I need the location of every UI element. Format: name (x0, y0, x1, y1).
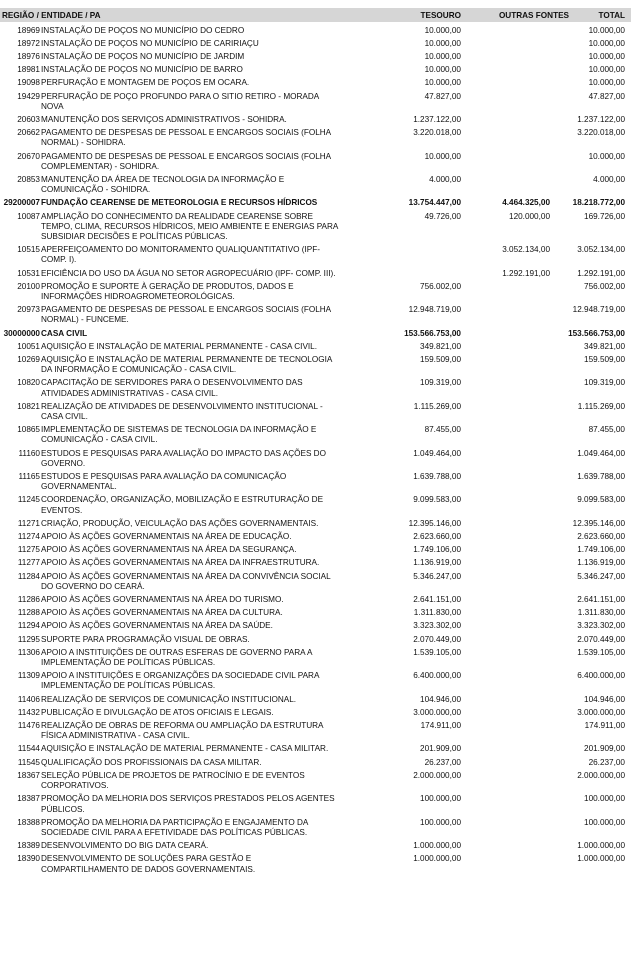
table-row (0, 517, 631, 530)
row-description: APOIO ÀS AÇÕES GOVERNAMENTAIS NA ÁREA DA SEGURANÇA. (41, 545, 297, 555)
row-total: 1.539.105,00 (577, 647, 625, 657)
budget-table-body (0, 24, 631, 876)
row-description: REALIZAÇÃO DE OBRAS DE REFORMA OU AMPLIAÇÃO DA ESTRUTURA FÍSICA ADMINISTRATIVA - CASA CIVIL. (41, 721, 324, 741)
row-code: 11295 (17, 634, 40, 644)
row-tesouro: 3.000.000,00 (413, 707, 461, 717)
table-row (0, 113, 631, 126)
row-description: INSTALAÇÃO DE POÇOS NO MUNICÍPIO DO CEDRO (41, 25, 245, 35)
row-code: 11245 (17, 495, 40, 505)
table-row (0, 607, 631, 620)
row-code: 11406 (17, 694, 40, 704)
table-row (0, 706, 631, 719)
row-code: 20853 (17, 174, 40, 184)
row-tesouro: 5.346.247,00 (413, 571, 461, 581)
row-code: 10269 (17, 354, 40, 364)
table-row (0, 267, 631, 280)
row-total: 5.346.247,00 (577, 571, 625, 581)
row-tesouro: 3.220.018,00 (413, 128, 461, 138)
table-row (0, 24, 631, 37)
header-outras-fontes: OUTRAS FONTES (498, 11, 569, 20)
row-total: 12.395.146,00 (572, 518, 625, 528)
row-total: 3.000.000,00 (577, 707, 625, 717)
row-total: 10.000,00 (588, 78, 625, 88)
row-total: 3.052.134,00 (577, 245, 625, 255)
row-tesouro: 1.749.106,00 (413, 545, 461, 555)
row-description: CAPACITAÇÃO DE SERVIDORES PARA O DESENVOLVIMENTO DAS ATIVIDADES ADMINISTRATIVAS - CASA CIVIL. (41, 378, 303, 398)
row-description: PROMOÇÃO DA MELHORIA DA PARTICIPAÇÃO E ENGAJAMENTO DA SOCIEDADE CIVIL PARA A EFETIVIDADE DAS POLÍTICAS PÚBLICAS. (41, 817, 308, 837)
row-description: FUNDAÇÃO CEARENSE DE METEOROLOGIA E RECURSOS HÍDRICOS (41, 198, 318, 208)
row-tesouro: 49.726,00 (424, 211, 461, 221)
row-code: 11271 (17, 518, 40, 528)
table-row (0, 280, 631, 303)
row-total: 3.220.018,00 (577, 128, 625, 138)
row-total: 1.136.919,00 (577, 558, 625, 568)
row-tesouro: 1.115.269,00 (413, 401, 461, 411)
row-tesouro: 104.946,00 (420, 694, 461, 704)
row-description: SUPORTE PARA PROGRAMAÇÃO VISUAL DE OBRAS. (41, 634, 250, 644)
row-total: 1.000.000,00 (577, 841, 625, 851)
row-description: AQUISIÇÃO E INSTALAÇÃO DE MATERIAL PERMANENTE - CASA CIVIL. (41, 341, 318, 351)
row-description: APERFEIÇOAMENTO DO MONITORAMENTO QUALIQUANTITATIVO (IPF-COMP. I). (41, 245, 321, 265)
row-description: PAGAMENTO DE DESPESAS DE PESSOAL E ENCARGOS SOCIAIS (FOLHA NORMAL) - FUNCEME. (41, 305, 331, 325)
row-total: 1.115.269,00 (577, 401, 625, 411)
row-code: 18972 (17, 38, 40, 48)
row-code: 10515 (17, 245, 40, 255)
row-description: APOIO ÀS AÇÕES GOVERNAMENTAIS NA ÁREA DE EDUCAÇÃO. (41, 532, 292, 542)
row-tesouro: 10.000,00 (424, 151, 461, 161)
row-code: 18388 (17, 817, 40, 827)
entity-row (0, 197, 631, 210)
row-code: 10821 (17, 401, 40, 411)
table-row (0, 693, 631, 706)
table-row (0, 77, 631, 90)
table-row (0, 424, 631, 447)
table-row (0, 670, 631, 693)
row-total: 1.292.191,00 (577, 268, 625, 278)
table-row (0, 210, 631, 244)
table-row (0, 620, 631, 633)
row-code: 11274 (17, 532, 40, 542)
row-tesouro: 1.000.000,00 (413, 841, 461, 851)
table-row (0, 400, 631, 423)
row-total: 159.509,00 (584, 354, 625, 364)
row-description: DESENVOLVIMENTO DE SOLUÇÕES PARA GESTÃO E COMPARTILHAMENTO DE DADOS GOVERNAMENTAIS. (41, 854, 256, 874)
row-tesouro: 10.000,00 (424, 65, 461, 75)
row-tesouro: 109.319,00 (420, 378, 461, 388)
row-total: 104.946,00 (584, 694, 625, 704)
row-outras-fontes: 120.000,00 (509, 211, 550, 221)
row-description: EFICIÊNCIA DO USO DA ÁGUA NO SETOR AGROPECUÁRIO (IPF- COMP. III). (41, 268, 336, 278)
table-row (0, 173, 631, 196)
row-tesouro: 349.821,00 (420, 341, 461, 351)
table-row (0, 353, 631, 376)
row-code: 11275 (17, 545, 40, 555)
row-code: 10051 (17, 341, 40, 351)
table-row (0, 471, 631, 494)
row-total: 1.639.788,00 (577, 472, 625, 482)
table-row (0, 531, 631, 544)
table-row (0, 793, 631, 816)
row-code: 11277 (17, 558, 40, 568)
header-tesouro: TESOURO (420, 11, 461, 20)
table-row (0, 244, 631, 267)
row-description: AMPLIAÇÃO DO CONHECIMENTO DA REALIDADE CEARENSE SOBRE TEMPO, CLIMA, RECURSOS HÍDRICOS, MEIO AMBIENTE E ENERGIAS PARA SUBSIDIAR DECISÕES E POLÍTICAS PÚBLICAS. (41, 211, 338, 241)
row-code: 11476 (17, 721, 40, 731)
row-description: COORDENAÇÃO, ORGANIZAÇÃO, MOBILIZAÇÃO E ESTRUTURAÇÃO DE EVENTOS. (41, 495, 324, 515)
row-code: 19098 (17, 78, 40, 88)
table-row (0, 50, 631, 63)
table-row (0, 840, 631, 853)
table-row (0, 570, 631, 593)
row-description: QUALIFICAÇÃO DOS PROFISSIONAIS DA CASA MILITAR. (41, 757, 262, 767)
table-row (0, 633, 631, 646)
row-tesouro: 2.623.660,00 (413, 532, 461, 542)
row-tesouro: 2.641.151,00 (413, 595, 461, 605)
row-total: 1.049.464,00 (577, 448, 625, 458)
row-description: REALIZAÇÃO DE SERVIÇOS DE COMUNICAÇÃO INSTITUCIONAL. (41, 694, 297, 704)
row-code: 20670 (17, 151, 40, 161)
row-tesouro: 12.395.146,00 (408, 518, 461, 528)
row-tesouro: 153.566.753,00 (404, 328, 461, 338)
row-total: 4.000,00 (593, 174, 625, 184)
row-code: 20973 (17, 305, 40, 315)
row-total: 47.827,00 (588, 91, 625, 101)
row-code: 20662 (17, 128, 40, 138)
table-row (0, 447, 631, 470)
row-code: 18969 (17, 25, 40, 35)
row-total: 174.911,00 (584, 721, 625, 731)
row-code: 11294 (17, 621, 40, 631)
row-total: 1.749.106,00 (577, 545, 625, 555)
row-code: 11284 (17, 571, 40, 581)
row-description: APOIO ÀS AÇÕES GOVERNAMENTAIS NA ÁREA DO TURISMO. (41, 595, 284, 605)
row-description: ESTUDOS E PESQUISAS PARA AVALIAÇÃO DA COMUNICAÇÃO GOVERNAMENTAL. (41, 472, 287, 492)
row-description: APOIO A INSTITUIÇÕES DE OUTRAS ESFERAS DE GOVERNO PARA A IMPLEMENTAÇÃO DE POLÍTICAS PÚBLICAS. (41, 647, 313, 668)
row-code: 20100 (17, 281, 40, 291)
row-description: APOIO ÀS AÇÕES GOVERNAMENTAIS NA ÁREA DA SAÚDE. (41, 621, 273, 631)
row-tesouro: 10.000,00 (424, 51, 461, 61)
row-total: 3.323.302,00 (577, 621, 625, 631)
row-tesouro: 1.237.122,00 (413, 114, 461, 124)
row-total: 9.099.583,00 (577, 495, 625, 505)
row-tesouro: 1.639.788,00 (413, 472, 461, 482)
table-row (0, 150, 631, 173)
row-code: 10865 (17, 425, 40, 435)
row-description: PUBLICAÇÃO E DIVULGAÇÃO DE ATOS OFICIAIS E LEGAIS. (41, 707, 274, 717)
table-row (0, 64, 631, 77)
row-description: INSTALAÇÃO DE POÇOS NO MUNICÍPIO DE JARDIM (41, 51, 245, 61)
row-tesouro: 1.136.919,00 (413, 558, 461, 568)
row-description: ESTUDOS E PESQUISAS PARA AVALIAÇÃO DO IMPACTO DAS AÇÕES DO GOVERNO. (41, 448, 326, 468)
row-code: 18976 (17, 51, 40, 61)
table-row (0, 127, 631, 150)
row-code: 18981 (17, 65, 40, 75)
row-total: 10.000,00 (588, 65, 625, 75)
row-total: 2.070.449,00 (577, 634, 625, 644)
row-total: 87.455,00 (588, 425, 625, 435)
row-total: 109.319,00 (584, 378, 625, 388)
row-description: PAGAMENTO DE DESPESAS DE PESSOAL E ENCARGOS SOCIAIS (FOLHA COMPLEMENTAR) - SOHIDRA. (41, 151, 331, 171)
table-row (0, 853, 631, 876)
row-code: 19429 (17, 91, 40, 101)
table-row (0, 90, 631, 113)
table-row (0, 743, 631, 756)
row-description: CRIAÇÃO, PRODUÇÃO, VEICULAÇÃO DAS AÇÕES GOVERNAMENTAIS. (41, 518, 319, 528)
row-total: 1.000.000,00 (577, 854, 625, 864)
row-code: 11545 (17, 757, 40, 767)
table-row (0, 720, 631, 743)
table-row (0, 816, 631, 839)
row-tesouro: 87.455,00 (424, 425, 461, 435)
row-total: 1.237.122,00 (577, 114, 625, 124)
row-code: 20603 (17, 114, 40, 124)
row-description: MANUTENÇÃO DA ÁREA DE TECNOLOGIA DA INFORMAÇÃO E COMUNICAÇÃO - SOHIDRA. (41, 174, 285, 195)
row-code: 29200007 (3, 198, 40, 208)
row-tesouro: 12.948.719,00 (408, 305, 461, 315)
row-code: 10087 (17, 211, 40, 221)
row-tesouro: 10.000,00 (424, 25, 461, 35)
header-total: TOTAL (598, 11, 625, 20)
row-description: SELEÇÃO PÚBLICA DE PROJETOS DE PATROCÍNIO E DE EVENTOS CORPORATIVOS. (41, 770, 305, 791)
row-code: 18389 (17, 841, 40, 851)
row-total: 10.000,00 (588, 38, 625, 48)
row-description: INSTALAÇÃO DE POÇOS NO MUNICÍPIO DE BARRO (41, 65, 243, 75)
row-tesouro: 2.070.449,00 (413, 634, 461, 644)
row-total: 12.948.719,00 (572, 305, 625, 315)
table-row (0, 544, 631, 557)
row-description: APOIO ÀS AÇÕES GOVERNAMENTAIS NA ÁREA DA CONVIVÊNCIA SOCIAL DO GOVERNO DO CEARÁ. (41, 571, 331, 591)
row-tesouro: 174.911,00 (420, 721, 461, 731)
table-row (0, 756, 631, 769)
row-total: 100.000,00 (584, 817, 625, 827)
row-tesouro: 1.049.464,00 (413, 448, 461, 458)
row-total: 26.237,00 (588, 757, 625, 767)
row-description: PERFURAÇÃO E MONTAGEM DE POÇOS EM OCARA. (41, 78, 250, 88)
row-tesouro: 100.000,00 (420, 817, 461, 827)
row-outras-fontes: 4.464.325,00 (502, 198, 550, 208)
table-row (0, 494, 631, 517)
row-total: 349.821,00 (584, 341, 625, 351)
row-tesouro: 26.237,00 (424, 757, 461, 767)
row-total: 1.311.830,00 (577, 608, 625, 618)
table-header (0, 8, 631, 22)
row-description: PAGAMENTO DE DESPESAS DE PESSOAL E ENCARGOS SOCIAIS (FOLHA NORMAL) - SOHIDRA. (41, 128, 331, 148)
row-total: 18.218.772,00 (572, 198, 625, 208)
row-code: 11286 (17, 595, 40, 605)
row-description: AQUISIÇÃO E INSTALAÇÃO DE MATERIAL PERMANENTE DE TECNOLOGIA DA INFORMAÇÃO E COMUNICAÇÃO - CASA CIVIL. (41, 354, 332, 375)
table-row (0, 340, 631, 353)
table-row (0, 646, 631, 669)
row-code: 11306 (17, 647, 40, 657)
row-tesouro: 47.827,00 (424, 91, 461, 101)
row-total: 153.566.753,00 (568, 328, 625, 338)
row-outras-fontes: 3.052.134,00 (502, 245, 550, 255)
row-tesouro: 1.311.830,00 (413, 608, 461, 618)
row-tesouro: 13.754.447,00 (408, 198, 461, 208)
row-total: 2.000.000,00 (577, 770, 625, 780)
row-code: 11165 (18, 472, 40, 482)
row-total: 2.641.151,00 (577, 595, 625, 605)
row-tesouro: 159.509,00 (420, 354, 461, 364)
row-code: 10531 (17, 268, 40, 278)
row-tesouro: 2.000.000,00 (413, 770, 461, 780)
row-total: 10.000,00 (588, 25, 625, 35)
row-tesouro: 201.909,00 (420, 744, 461, 754)
row-tesouro: 756.002,00 (420, 281, 461, 291)
table-row (0, 594, 631, 607)
table-row (0, 557, 631, 570)
row-tesouro: 9.099.583,00 (413, 495, 461, 505)
row-description: MANUTENÇÃO DOS SERVIÇOS ADMINISTRATIVOS - SOHIDRA. (41, 114, 287, 124)
row-tesouro: 6.400.000,00 (413, 671, 461, 681)
row-total: 100.000,00 (584, 794, 625, 804)
row-code: 11544 (17, 744, 40, 754)
row-outras-fontes: 1.292.191,00 (502, 268, 550, 278)
entity-row (0, 327, 631, 340)
row-total: 201.909,00 (584, 744, 625, 754)
row-total: 10.000,00 (588, 51, 625, 61)
row-total: 10.000,00 (588, 151, 625, 161)
row-total: 6.400.000,00 (577, 671, 625, 681)
row-description: AQUISIÇÃO E INSTALAÇÃO DE MATERIAL PERMANENTE - CASA MILITAR. (41, 744, 329, 754)
row-total: 2.623.660,00 (577, 532, 625, 542)
row-description: APOIO ÀS AÇÕES GOVERNAMENTAIS NA ÁREA DA CULTURA. (41, 608, 283, 618)
row-tesouro: 1.000.000,00 (413, 854, 461, 864)
row-description: REALIZAÇÃO DE ATIVIDADES DE DESENVOLVIMENTO INSTITUCIONAL - CASA CIVIL. (41, 401, 323, 421)
row-code: 18387 (17, 794, 40, 804)
row-code: 11432 (17, 707, 40, 717)
table-row (0, 377, 631, 400)
row-description: APOIO A INSTITUIÇÕES E ORGANIZAÇÕES DA SOCIEDADE CIVIL PARA IMPLEMENTAÇÃO DE POLÍTICAS PÚBLICAS. (41, 671, 319, 691)
row-code: 18367 (17, 770, 40, 780)
row-code: 11309 (17, 671, 40, 681)
row-code: 11160 (18, 448, 40, 458)
table-row (0, 304, 631, 327)
row-total: 169.726,00 (584, 211, 625, 221)
row-code: 18390 (17, 854, 40, 864)
row-tesouro: 4.000,00 (429, 174, 461, 184)
row-code: 30000000 (3, 328, 40, 338)
row-tesouro: 100.000,00 (420, 794, 461, 804)
row-code: 10820 (17, 378, 40, 388)
row-tesouro: 3.323.302,00 (413, 621, 461, 631)
table-row (0, 37, 631, 50)
row-description: INSTALAÇÃO DE POÇOS NO MUNICÍPIO DE CARIRIAÇU (41, 38, 259, 48)
table-row (0, 769, 631, 792)
row-total: 756.002,00 (584, 281, 625, 291)
row-description: CASA CIVIL (41, 328, 88, 338)
row-description: PROMOÇÃO DA MELHORIA DOS SERVIÇOS PRESTADOS PELOS AGENTES PÚBLICOS. (41, 794, 335, 814)
row-tesouro: 10.000,00 (424, 78, 461, 88)
row-description: APOIO ÀS AÇÕES GOVERNAMENTAIS NA ÁREA DA INFRAESTRUTURA. (41, 558, 320, 568)
row-description: PROMOÇÃO E SUPORTE À GERAÇÃO DE PRODUTOS, DADOS E INFORMAÇÕES HIDROAGROMETEOROLÓGICAS. (41, 281, 294, 301)
row-description: DESENVOLVIMENTO DO BIG DATA CEARÁ. (41, 841, 209, 851)
row-description: IMPLEMENTAÇÃO DE SISTEMAS DE TECNOLOGIA DA INFORMAÇÃO E COMUNICAÇÃO - CASA CIVIL. (41, 425, 317, 445)
row-description: PERFURAÇÃO DE POÇO PROFUNDO PARA O SITIO RETIRO - MORADA NOVA (41, 91, 319, 111)
row-tesouro: 10.000,00 (424, 38, 461, 48)
row-code: 11288 (17, 608, 40, 618)
header-region: REGIÃO / ENTIDADE / PA (2, 11, 101, 20)
row-tesouro: 1.539.105,00 (413, 647, 461, 657)
